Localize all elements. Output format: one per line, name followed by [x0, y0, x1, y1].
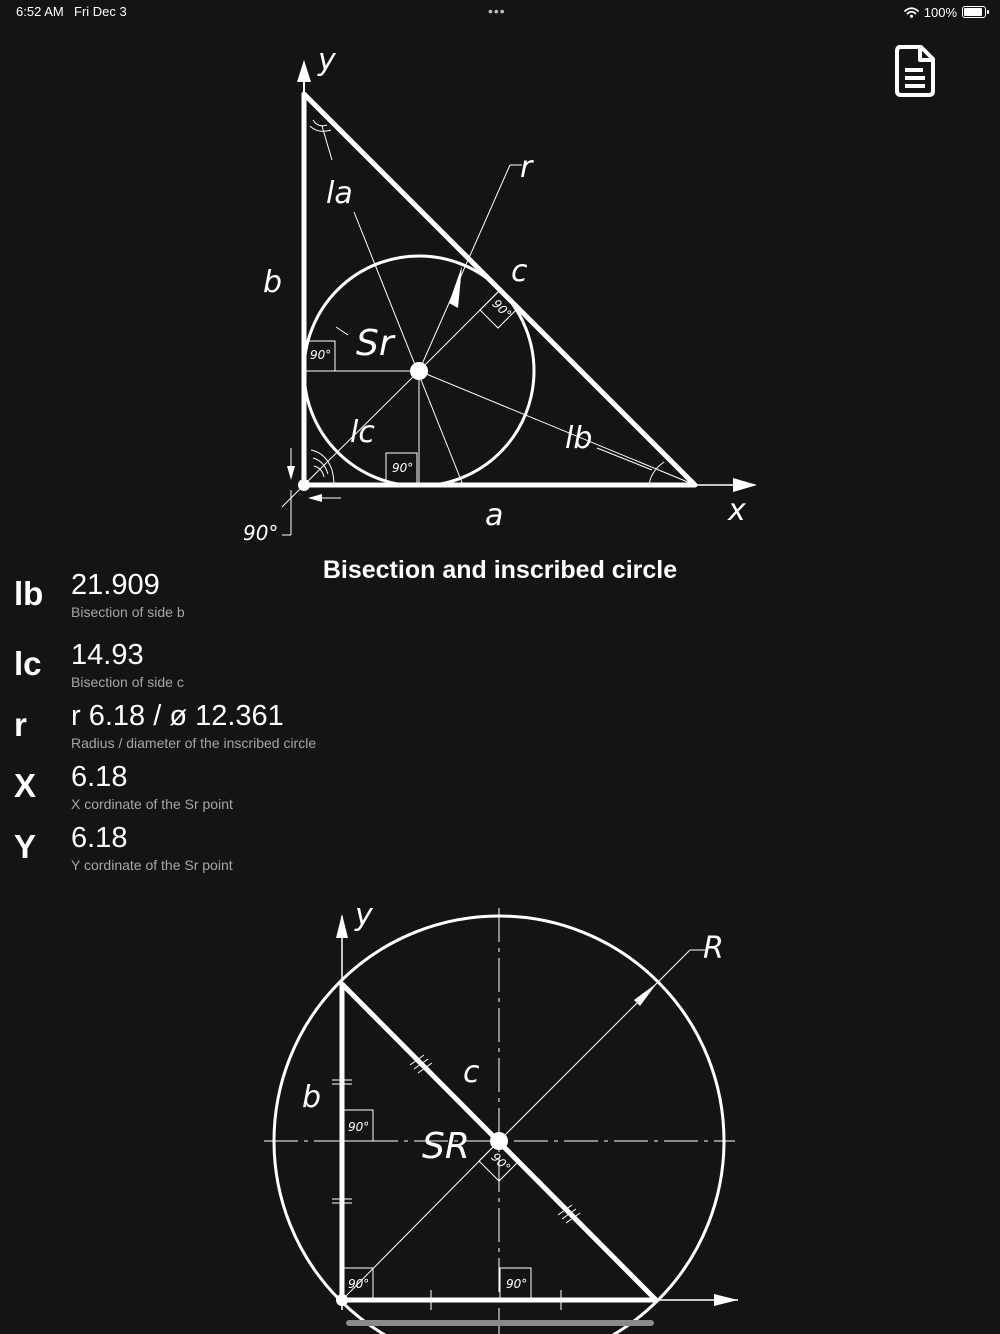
wifi-icon	[904, 7, 919, 18]
result-description: Bisection of side b	[71, 604, 185, 620]
result-row-r	[0, 700, 1000, 760]
home-indicator[interactable]	[346, 1320, 654, 1326]
label-x: x	[728, 493, 746, 528]
result-description: Y cordinate of the Sr point	[71, 857, 233, 873]
result-value: 6.18	[71, 822, 128, 854]
result-description: Radius / diameter of the inscribed circle	[71, 735, 317, 751]
result-row-x	[0, 761, 1000, 821]
battery-icon	[962, 6, 986, 18]
result-row-y	[0, 822, 1000, 882]
result-value: 14.93	[71, 639, 144, 671]
label-lb: lb	[565, 421, 593, 456]
status-time: 6:52 AM	[16, 4, 64, 19]
label-c: c	[511, 254, 528, 289]
result-symbol: lb	[14, 575, 44, 612]
result-value: r 6.18 / ø 12.361	[71, 700, 284, 732]
result-value: 6.18	[71, 761, 128, 793]
label-b: b	[263, 265, 283, 300]
right-angle-label: 90°	[488, 1149, 514, 1175]
label-sr: SR	[422, 1126, 470, 1167]
status-bar	[0, 0, 1000, 24]
status-date: Fri Dec 3	[74, 4, 127, 19]
multitasking-dots[interactable]: •••	[488, 3, 506, 19]
right-angle-label: 90°	[310, 348, 332, 362]
result-row-lb	[0, 569, 1000, 629]
label-a: a	[485, 498, 504, 533]
label-90-corner: 90°	[243, 521, 279, 545]
label-y: y	[318, 43, 336, 78]
label-c: c	[463, 1055, 480, 1090]
right-angle-label: 90°	[489, 296, 515, 322]
right-angle-label: 90°	[506, 1277, 528, 1291]
result-value: 21.909	[71, 569, 160, 601]
battery-percent: 100%	[923, 4, 957, 20]
label-R: R	[703, 931, 724, 966]
result-symbol: lc	[14, 645, 42, 682]
result-description: X cordinate of the Sr point	[71, 796, 233, 812]
result-symbol: Y	[14, 828, 37, 865]
label-y: y	[355, 898, 373, 933]
label-sr: Sr	[356, 323, 394, 364]
right-angle-label: 90°	[392, 461, 414, 475]
circumcircle-diagram	[0, 890, 1000, 1334]
label-la: la	[326, 176, 353, 211]
label-lc: lc	[350, 415, 375, 450]
right-angle-label: 90°	[348, 1120, 370, 1134]
label-r: r	[520, 150, 533, 185]
right-angle-label: 90°	[348, 1277, 370, 1291]
result-symbol: X	[14, 767, 37, 804]
result-row-lc	[0, 639, 1000, 699]
label-b: b	[302, 1080, 322, 1115]
status-indicators	[904, 3, 986, 21]
section-title: Bisection and inscribed circle	[322, 556, 678, 584]
result-description: Bisection of side c	[71, 674, 184, 690]
incircle-diagram	[0, 30, 1000, 560]
result-symbol: r	[14, 706, 27, 743]
